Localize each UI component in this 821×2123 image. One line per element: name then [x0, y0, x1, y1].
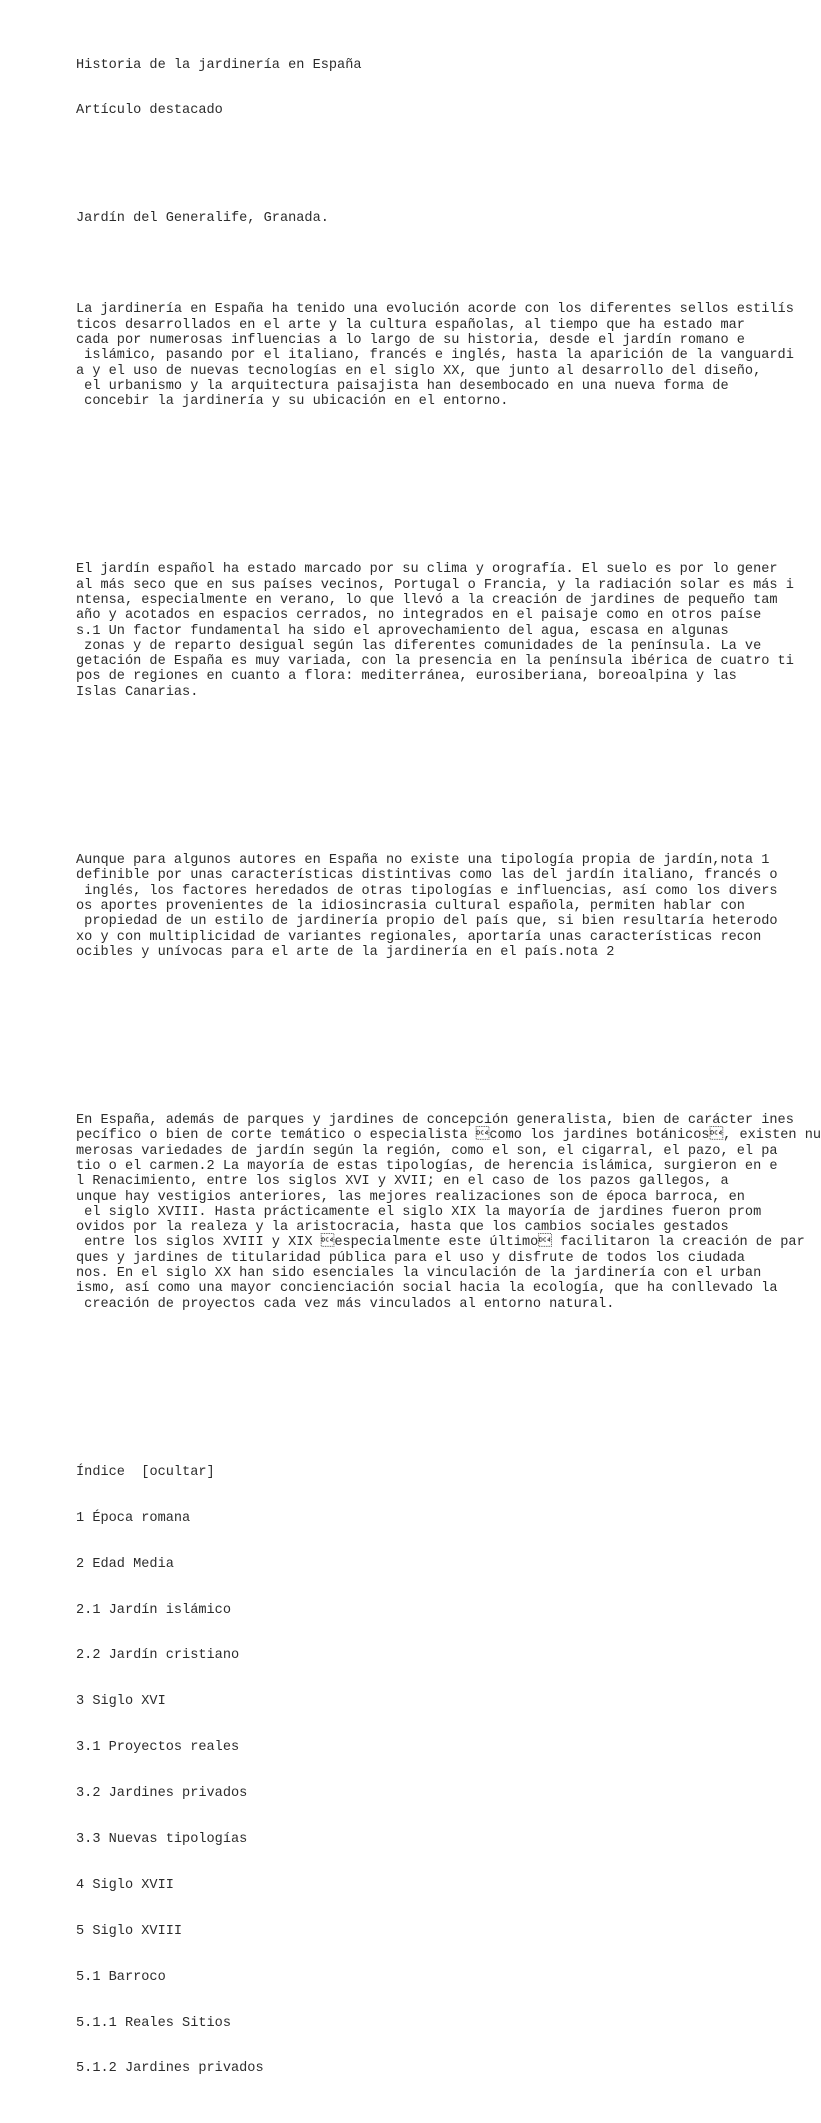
paragraph-line: creación de proyectos cada vez más vinculados al entorno natural. [76, 1296, 615, 1312]
paragraph-line: ques y jardines de titularidad pública para el uso y disfrute de todos los ciudada [76, 1250, 745, 1266]
spacer [76, 761, 756, 776]
paragraph-line: El jardín español ha estado marcado por su clima y orografía. El suelo es por lo gener [76, 562, 778, 578]
paragraph-line: al más seco que en sus países vecinos, Portugal o Francia, y la radiación solar es más i [76, 577, 794, 593]
toc-item-reales-sitios[interactable]: 5.1.1 Reales Sitios [76, 2015, 231, 2031]
toc-item-barroco[interactable]: 5.1 Barroco [76, 1969, 166, 1985]
toc-item-nuevas-tipologias[interactable]: 3.3 Nuevas tipologías [76, 1832, 248, 1848]
spacer [76, 149, 756, 180]
paragraph-line: tio o el carmen.2 La mayoría de estas tipologías, de herencia islámica, surgieron en e [76, 1158, 778, 1174]
paragraph-line: cada por numerosas influencias a lo largo de su historia, desde el jardín romano e [76, 332, 745, 348]
paragraph-line: merosas variedades de jardín según la región, como el son, el cigarral, el pazo, el pa [76, 1143, 778, 1159]
paragraph-line: definible por unas características distintivas como las del jardín italiano, francés o [76, 868, 778, 884]
paragraph-line: nos. En el siglo XX han sido esenciales la vinculación de la jardinería con el urban [76, 1266, 762, 1282]
spacer [76, 1021, 756, 1036]
paragraph-line: La jardinería en España ha tenido una evolución acorde con los diferentes sellos estilís [76, 302, 794, 318]
toc-item-siglo-xvii[interactable]: 4 Siglo XVII [76, 1877, 174, 1893]
paragraph-line: l Renacimiento, entre los siglos XVI y XVII; en el caso de los pazos gallegos, a [76, 1174, 729, 1190]
paragraph-line: inglés, los factores heredados de otras tipologías e influencias, así como los divers [76, 883, 778, 899]
toc-item-siglo-xvi[interactable]: 3 Siglo XVI [76, 1694, 166, 1710]
paragraph-line: Islas Canarias. [76, 684, 199, 700]
paragraph-line: ticos desarrollados en el arte y la cultura españolas, al tiempo que ha estado mar [76, 317, 745, 333]
paragraph-line: año y acotados en espacios cerrados, no integrados en el paisaje como en otros paíse [76, 608, 762, 624]
paragraph-line: el siglo XVIII. Hasta prácticamente el siglo XIX la mayoría de jardines fueron prom [76, 1204, 762, 1220]
table-of-contents [76, 1434, 756, 2107]
paragraph-line: pos de regiones en cuanto a flora: mediterránea, eurosiberiana, boreoalpina y las [76, 669, 737, 685]
toc-item-jardines-privados[interactable]: 3.2 Jardines privados [76, 1786, 248, 1802]
paragraph-line: ntensa, especialmente en verano, lo que llevó a la creación de jardines de pequeño tam [76, 592, 778, 608]
paragraph-line: zonas y de reparto desigual según las diferentes comunidades de la península. La ve [76, 638, 762, 654]
paragraph-line: unque hay vestigios anteriores, las mejores realizaciones son de época barroca, en [76, 1189, 745, 1205]
paragraph-line: ovidos por la realeza y la aristocracia, hasta que los cambios sociales gestados [76, 1220, 729, 1236]
paragraph-3 [76, 822, 778, 990]
paragraph-line: propiedad de un estilo de jardinería propio del país que, si bien resultaría heterodo [76, 914, 778, 930]
paragraph-line: En España, además de parques y jardines de concepción generalista, bien de carácter ines [76, 1113, 794, 1129]
paragraph-line: ismo, así como una mayor concienciación social hacia la ecología, que ha conllevado la [76, 1281, 778, 1297]
paragraph-line: a y el uso de nuevas tecnologías en el siglo XX, que junto al desarrollo del diseño, [76, 363, 762, 379]
toc-item-jardin-islamico[interactable]: 2.1 Jardín islámico [76, 1602, 231, 1618]
paragraph-line: islámico, pasando por el italiano, francés e inglés, hasta la aparición de la vanguardi [76, 348, 794, 364]
paragraph-line: ocibles y unívocas para el arte de la jardinería en el país.nota 2 [76, 944, 615, 960]
spacer [76, 471, 756, 486]
article-title: Historia de la jardinería en España [76, 57, 362, 73]
toc-item-siglo-xviii[interactable]: 5 Siglo XVIII [76, 1923, 183, 1939]
paragraph-line: concebir la jardinería y su ubicación en el entorno. [76, 394, 509, 410]
toc-item-jardin-cristiano[interactable]: 2.2 Jardín cristiano [76, 1648, 240, 1664]
paragraph-line: pecífico o bien de corte temático o especialista como los jardines botánicos, existen nu [76, 1128, 821, 1144]
paragraph-line: xo y con multiplicidad de variantes regionales, aportaría unas características recon [76, 929, 762, 945]
toc-header [76, 1465, 756, 1480]
toc-item-edad-media[interactable]: 2 Edad Media [76, 1556, 174, 1572]
paragraph-line: getación de España es muy variada, con la presencia en la península ibérica de cuatro ti [76, 654, 794, 670]
image-caption: Jardín del Generalife, Granada. [76, 210, 329, 226]
paragraph-1 [76, 272, 794, 440]
paragraph-line: os aportes provenientes de la idiosincrasia cultural española, permiten hablar con [76, 898, 745, 914]
featured-article-label: Artículo destacado [76, 103, 223, 119]
paragraph-2 [76, 532, 794, 731]
toc-hide-toggle[interactable]: [ocultar] [141, 1464, 215, 1480]
toc-title: Índice [76, 1464, 125, 1480]
paragraph-line: s.1 Un factor fundamental ha sido el aprovechamiento del agua, escasa en algunas [76, 623, 729, 639]
toc-item-proyectos-reales[interactable]: 3.1 Proyectos reales [76, 1740, 240, 1756]
toc-item-epoca-romana[interactable]: 1 Época romana [76, 1510, 191, 1526]
spacer [76, 1373, 756, 1388]
toc-item-jardines-privados-barroco[interactable]: 5.1.2 Jardines privados [76, 2061, 264, 2077]
paragraph-line: el urbanismo y la arquitectura paisajista han desembocado en una nueva forma de [76, 378, 729, 394]
document-page [76, 27, 821, 2123]
paragraph-4 [76, 1082, 821, 1342]
paragraph-line: entre los siglos XVIII y XIX especialmente este último facilitaron la creación de par [76, 1235, 805, 1251]
paragraph-line: Aunque para algunos autores en España no existe una tipología propia de jardín,nota 1 [76, 853, 770, 869]
